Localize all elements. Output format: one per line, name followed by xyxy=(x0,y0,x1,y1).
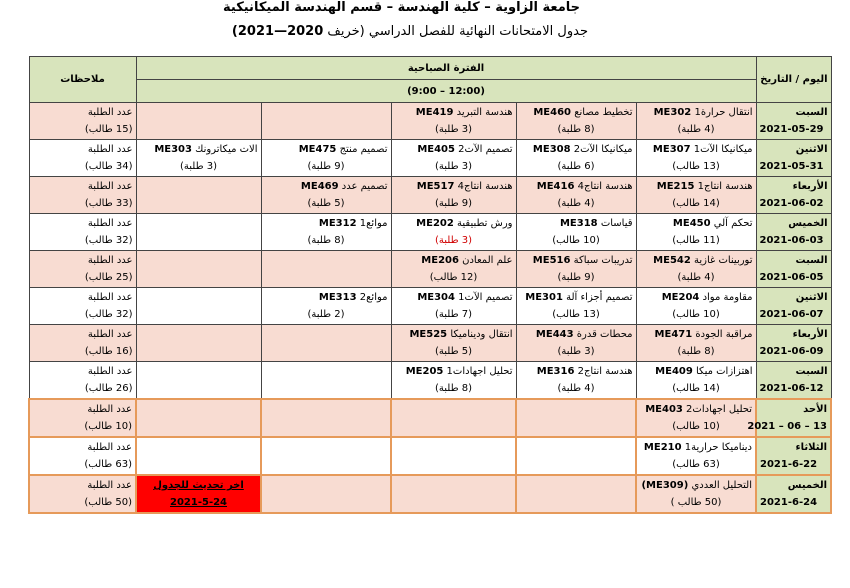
student-count: (3 طلبة) xyxy=(435,235,473,246)
course-name: ميكانيكا الآت2 xyxy=(573,144,633,155)
course-line xyxy=(395,104,513,121)
course-line xyxy=(265,178,388,195)
course-line xyxy=(395,215,513,232)
course-line xyxy=(395,178,513,195)
course-line xyxy=(395,252,513,269)
course-name: تصميم أجزاء آلة xyxy=(566,292,633,303)
exam-cell xyxy=(636,475,756,513)
last-update-label: اخر تحديث للجدول xyxy=(153,480,244,491)
course-name: التحليل العددي xyxy=(691,480,753,491)
exam-date: 2021-05-29 xyxy=(759,124,824,135)
course-name: تحليل اجهادات1 xyxy=(446,366,513,377)
day-date-cell xyxy=(756,103,831,140)
notes-cell xyxy=(29,177,136,214)
exam-cell xyxy=(261,103,391,140)
course-line xyxy=(395,141,513,158)
exam-cell xyxy=(516,177,636,214)
exam-cell xyxy=(516,325,636,362)
course-line xyxy=(640,326,753,343)
exam-cell xyxy=(261,437,391,475)
course-code: ME307 xyxy=(652,144,691,155)
exam-cell xyxy=(136,251,261,288)
table-row xyxy=(29,103,831,140)
table-header-row xyxy=(29,57,831,80)
student-count: (3 طلبة) xyxy=(557,346,595,357)
page-title: جامعة الزاوية – كلية الهندسة – قسم الهندسة الميكانيكية xyxy=(223,0,580,15)
notes-cell xyxy=(29,214,136,251)
day-date-cell xyxy=(756,140,831,177)
day-name: السبت xyxy=(795,255,828,266)
exam-cell xyxy=(636,362,756,400)
student-count: (9 طلبة) xyxy=(557,272,595,283)
course-code: ME516 xyxy=(532,255,571,266)
student-count: (8 طلبة) xyxy=(307,235,345,246)
course-name: تحكم آلي xyxy=(713,218,753,229)
notes-count: (63 طالب) xyxy=(84,459,132,470)
notes-label: عدد الطلبة xyxy=(87,181,133,192)
exam-cell xyxy=(261,399,391,437)
course-code: ME542 xyxy=(653,255,691,266)
course-line xyxy=(265,141,388,158)
course-name: هندسة انتاج4 xyxy=(577,181,633,192)
course-code: ME303 xyxy=(154,144,192,155)
course-code: ME450 xyxy=(672,218,711,229)
exam-cell xyxy=(391,214,516,251)
notes-count: (26 طالب) xyxy=(84,383,133,394)
student-count: (9 طلبة) xyxy=(435,198,473,209)
day-name: الأربعاء xyxy=(792,329,828,340)
course-name: هندسة التبريد xyxy=(456,107,513,118)
course-name: اهتزازات ميكا xyxy=(696,366,753,377)
header-day-date: اليوم / التاريخ xyxy=(756,57,831,103)
exam-cell xyxy=(516,288,636,325)
course-name: تصميم الآت2 xyxy=(458,144,513,155)
table-row xyxy=(29,437,831,475)
exam-cell xyxy=(261,214,391,251)
course-code: ME471 xyxy=(654,329,693,340)
course-code: ME316 xyxy=(536,366,575,377)
course-name: قياسات xyxy=(600,218,633,229)
exam-cell xyxy=(636,251,756,288)
notes-cell xyxy=(29,103,136,140)
course-code: ME405 xyxy=(417,144,455,155)
exam-cell xyxy=(391,140,516,177)
notes-label: عدد الطلبة xyxy=(87,404,132,415)
table-row xyxy=(29,288,831,325)
exam-cell xyxy=(516,251,636,288)
notes-cell xyxy=(29,399,136,437)
notes-cell xyxy=(29,251,136,288)
course-line xyxy=(640,215,753,232)
page-subtitle: جدول الامتحانات النهائية للفصل الدراسي (خريف 2020—2021) xyxy=(231,24,588,39)
exam-cell xyxy=(391,475,516,513)
table-row xyxy=(29,325,831,362)
course-line xyxy=(520,363,633,380)
exam-cell xyxy=(261,140,391,177)
notes-label: عدد الطلبة xyxy=(87,292,133,303)
course-code: ME304 xyxy=(417,292,455,303)
exam-schedule-table xyxy=(28,56,832,514)
day-name: الخميس xyxy=(788,218,828,229)
course-line xyxy=(520,141,633,158)
course-code: ME419 xyxy=(415,107,454,118)
course-name: هندسة انتاج2 xyxy=(577,366,633,377)
course-code: ME301 xyxy=(525,292,563,303)
course-name: محطات قدرة xyxy=(576,329,633,340)
notes-label: عدد الطلبة xyxy=(87,107,133,118)
notes-cell xyxy=(29,437,136,475)
student-count: (8 طلبة) xyxy=(435,383,473,394)
notes-count: (25 طالب) xyxy=(84,272,133,283)
exam-date: 2021-6-24 xyxy=(760,497,818,508)
exam-date: 2021-06-03 xyxy=(759,235,824,246)
course-name: ورش تطبيقية xyxy=(457,218,513,229)
table-header-time-row xyxy=(29,80,831,103)
course-code: ME205 xyxy=(405,366,444,377)
course-line xyxy=(640,104,753,121)
course-code: ME308 xyxy=(532,144,571,155)
exam-cell xyxy=(136,362,261,400)
course-code: ME416 xyxy=(536,181,575,192)
course-line xyxy=(520,215,633,232)
course-name: تصميم منتج xyxy=(339,144,388,155)
notes-cell xyxy=(29,475,136,513)
exam-date: 2021-6-22 xyxy=(760,459,818,470)
student-count: (5 طلبة) xyxy=(435,346,473,357)
day-date-cell xyxy=(756,177,831,214)
exam-cell xyxy=(516,140,636,177)
exam-cell xyxy=(391,177,516,214)
table-row xyxy=(29,140,831,177)
course-line xyxy=(395,289,513,306)
exam-date: 2021-06-02 xyxy=(759,198,824,209)
student-count: (4 طلبة) xyxy=(677,124,715,135)
notes-count: (50 طالب) xyxy=(84,497,132,508)
student-count: (10 طالب) xyxy=(672,309,720,320)
course-line xyxy=(640,477,752,494)
notes-count: (16 طالب) xyxy=(84,346,133,357)
day-date-cell xyxy=(756,214,831,251)
notes-count: (32 طالب) xyxy=(84,309,133,320)
exam-cell xyxy=(261,288,391,325)
notes-label: عدد الطلبة xyxy=(87,442,132,453)
course-name: تخطيط مصانع xyxy=(574,107,633,118)
student-count: (50 طالب ) xyxy=(670,497,722,508)
day-date-cell xyxy=(756,251,831,288)
exam-cell xyxy=(391,437,516,475)
day-date-cell xyxy=(756,362,831,400)
exam-cell xyxy=(136,325,261,362)
course-name: علم المعادن xyxy=(462,255,513,266)
day-date-cell xyxy=(756,325,831,362)
table-row xyxy=(29,177,831,214)
student-count: (14 طالب) xyxy=(672,198,720,209)
notes-count: (34 طالب) xyxy=(84,161,133,172)
student-count: (3 طلبة) xyxy=(435,124,473,135)
student-count: (6 طلبة) xyxy=(557,161,595,172)
course-name: هندسة انتاج4 xyxy=(457,181,513,192)
exam-date: 2021-06-09 xyxy=(759,346,824,357)
header-period: الفترة الصباحية xyxy=(136,57,756,80)
student-count: (2 طلبة) xyxy=(307,309,345,320)
notes-count: (33 طالب) xyxy=(84,198,133,209)
notes-cell xyxy=(29,288,136,325)
course-line xyxy=(640,252,753,269)
day-date-cell xyxy=(756,475,831,513)
notes-label: عدد الطلبة xyxy=(87,255,133,266)
day-name: الثلاثاء xyxy=(795,442,828,453)
exam-cell xyxy=(636,177,756,214)
course-code: ME210 xyxy=(643,442,682,453)
course-name: موائع2 xyxy=(359,292,388,303)
last-update-date: 2021-5-24 xyxy=(170,497,228,508)
day-name: الخميس xyxy=(787,480,828,491)
course-line xyxy=(640,439,752,456)
exam-cell xyxy=(516,475,636,513)
course-code: ME517 xyxy=(416,181,455,192)
student-count: (3 طلبة) xyxy=(435,161,473,172)
notes-cell xyxy=(29,362,136,400)
day-date-cell xyxy=(747,399,831,437)
course-code: ME409 xyxy=(655,366,693,377)
course-name: مراقبة الجودة xyxy=(695,329,753,340)
notes-label: عدد الطلبة xyxy=(87,144,133,155)
course-name: موائع1 xyxy=(359,218,388,229)
course-line xyxy=(640,289,753,306)
table-row xyxy=(29,475,831,513)
exam-cell xyxy=(136,177,261,214)
exam-cell xyxy=(136,437,261,475)
exam-cell xyxy=(636,214,756,251)
student-count: (4 طلبة) xyxy=(677,272,715,283)
day-name: الاثنين xyxy=(795,144,828,155)
exam-cell xyxy=(516,103,636,140)
course-line xyxy=(265,289,388,306)
course-name: انتقال وديناميكا xyxy=(450,329,513,340)
student-count: (63 طالب) xyxy=(672,459,720,470)
course-code: ME460 xyxy=(533,107,572,118)
student-count: (4 طلبة) xyxy=(557,383,595,394)
student-count: (3 طلبة) xyxy=(180,161,218,172)
course-name: انتقال حرارة1 xyxy=(694,107,753,118)
course-name: مقاومة مواد xyxy=(702,292,753,303)
course-line xyxy=(640,178,753,195)
exam-cell xyxy=(261,251,391,288)
student-count: (8 طلبة) xyxy=(557,124,595,135)
course-name: هندسة انتاج1 xyxy=(697,181,753,192)
student-count: (10 طالب) xyxy=(552,235,600,246)
header-time: (12:00 – 9:00) xyxy=(136,80,756,103)
course-code: ME475 xyxy=(298,144,337,155)
exam-cell xyxy=(391,103,516,140)
table-row xyxy=(29,251,831,288)
notes-count: (32 طالب) xyxy=(84,235,133,246)
last-update-cell xyxy=(136,475,261,513)
course-name: تدريبات سباكة xyxy=(573,255,633,266)
exam-cell xyxy=(391,362,516,400)
student-count: (9 طلبة) xyxy=(307,161,345,172)
course-code: ME469 xyxy=(300,181,339,192)
table-row xyxy=(29,362,831,400)
day-name: الأحد xyxy=(803,404,828,415)
exam-cell xyxy=(261,362,391,400)
exam-cell xyxy=(636,437,756,475)
exam-cell xyxy=(136,214,261,251)
course-name: ميكانيكا الآت1 xyxy=(693,144,753,155)
course-code: ME204 xyxy=(661,292,700,303)
course-line xyxy=(395,326,513,343)
course-line xyxy=(520,326,633,343)
day-date-cell xyxy=(756,437,831,475)
student-count: (14 طالب) xyxy=(672,383,720,394)
notes-cell xyxy=(29,325,136,362)
course-line xyxy=(520,252,633,269)
course-code: ME525 xyxy=(409,329,448,340)
exam-date: 2021-06-12 xyxy=(759,383,824,394)
exam-cell xyxy=(391,325,516,362)
course-code: ME403 xyxy=(645,404,683,415)
student-count: (4 طلبة) xyxy=(557,198,595,209)
course-line xyxy=(640,363,753,380)
exam-cell xyxy=(136,103,261,140)
exam-date: 13 – 06 – 2021 xyxy=(747,421,828,432)
notes-count: (10 طالب) xyxy=(84,421,132,432)
notes-label: عدد الطلبة xyxy=(87,218,133,229)
table-row xyxy=(29,214,831,251)
exam-cell xyxy=(391,251,516,288)
exam-cell xyxy=(636,325,756,362)
exam-cell xyxy=(136,399,261,437)
course-name: تحليل اجهادات2 xyxy=(686,404,753,415)
notes-label: عدد الطلبة xyxy=(87,329,133,340)
student-count: (11 طالب) xyxy=(672,235,720,246)
notes-count: (15 طالب) xyxy=(84,124,133,135)
exam-date: 2021-05-31 xyxy=(759,161,824,172)
exam-cell xyxy=(516,214,636,251)
exam-cell xyxy=(261,325,391,362)
exam-cell xyxy=(636,103,756,140)
exam-cell xyxy=(516,437,636,475)
course-code: ME215 xyxy=(656,181,695,192)
course-code: ME302 xyxy=(653,107,692,118)
exam-cell xyxy=(636,140,756,177)
course-name: توربينات غازية xyxy=(694,255,753,266)
course-name: الات ميكاترونك xyxy=(195,144,258,155)
course-line xyxy=(395,363,513,380)
exam-cell xyxy=(516,399,636,437)
notes-label: عدد الطلبة xyxy=(87,480,132,491)
day-name: السبت xyxy=(795,107,828,118)
student-count: (13 طالب) xyxy=(672,161,720,172)
course-code: ME318 xyxy=(559,218,598,229)
student-count: (10 طالب) xyxy=(672,421,720,432)
course-line xyxy=(520,289,633,306)
exam-cell xyxy=(636,399,756,437)
day-name: الاثنين xyxy=(795,292,828,303)
course-line xyxy=(520,104,633,121)
exam-cell xyxy=(261,177,391,214)
notes-label: عدد الطلبة xyxy=(87,366,133,377)
course-name: تصميم عدد xyxy=(341,181,388,192)
course-code: ME313 xyxy=(318,292,357,303)
day-date-cell xyxy=(756,288,831,325)
exam-date: 2021-06-07 xyxy=(759,309,824,320)
course-line xyxy=(640,401,752,418)
exam-cell xyxy=(261,475,391,513)
header-notes: ملاحظات xyxy=(29,57,136,103)
exam-cell xyxy=(391,288,516,325)
table-row xyxy=(29,399,831,437)
day-name: الأربعاء xyxy=(792,181,828,192)
day-name: السبت xyxy=(795,366,828,377)
course-line xyxy=(520,178,633,195)
course-name: ديناميكا حرارية1 xyxy=(684,442,753,453)
course-name: تصميم الآت1 xyxy=(458,292,513,303)
course-code: ME202 xyxy=(416,218,454,229)
course-code: ME312 xyxy=(318,218,357,229)
exam-cell xyxy=(516,362,636,400)
student-count: (12 طالب) xyxy=(429,272,478,283)
course-code: (ME309) xyxy=(641,480,689,491)
exam-cell xyxy=(136,140,261,177)
exam-date: 2021-06-05 xyxy=(759,272,824,283)
course-line xyxy=(140,141,258,158)
exam-cell xyxy=(636,288,756,325)
notes-cell xyxy=(29,140,136,177)
student-count: (13 طالب) xyxy=(552,309,600,320)
course-line xyxy=(265,215,388,232)
course-code: ME206 xyxy=(421,255,459,266)
student-count: (7 طلبة) xyxy=(435,309,473,320)
exam-cell xyxy=(136,288,261,325)
course-code: ME443 xyxy=(535,329,574,340)
student-count: (5 طلبة) xyxy=(307,198,345,209)
course-line xyxy=(640,141,753,158)
exam-cell xyxy=(391,399,516,437)
student-count: (8 طلبة) xyxy=(677,346,715,357)
